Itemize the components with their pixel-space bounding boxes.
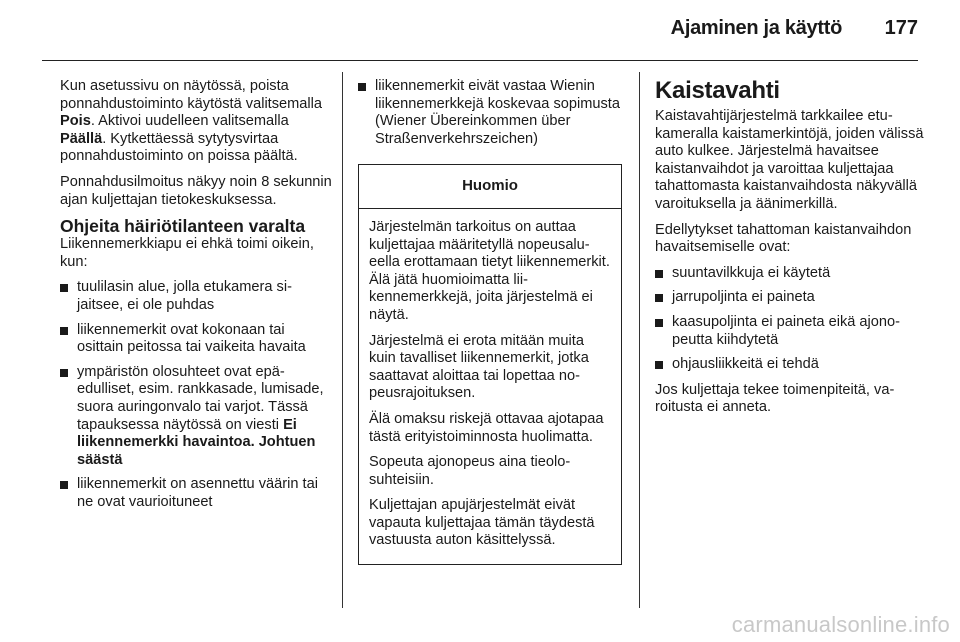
paragraph-no-warning: Jos kuljettaja tekee toimenpiteitä, varoitusta ei anneta.: [655, 381, 895, 416]
section-heading-troubleshooting: Ohjeita häiriötilanteen varalta: [60, 216, 306, 237]
column-3: [655, 78, 925, 425]
watermark: carmanualsonline.info: [731, 612, 950, 637]
text-run: Kun asetussivu on näytössä, poista ponnahdustoiminto käytöstä valitsemalla: [60, 78, 323, 112]
column-2: [358, 78, 624, 565]
text-run: . Kytkettäessä sytytysvirtaa ponnahdustoiminto on poissa päältä.: [60, 130, 298, 165]
notice-paragraph: Järjestelmän tarkoitus on auttaa kuljettajaa määritetyllä nopeusalueella erottamaan tietyt liikennemerkit. Älä jätä huomioimatta liikennemerkkejä, joita järjestelmä ei näytä.: [369, 218, 610, 323]
list-item: suuntavilkkuja ei käytetä: [655, 265, 925, 283]
column-divider-2: [639, 72, 640, 608]
paragraph-intro: Liikennemerkkiapu ei ehkä toimi oikein, kun:: [60, 236, 314, 270]
notice-paragraph: Sopeuta ajonopeus aina tieolosuhteisiin.: [369, 454, 571, 488]
page-number: 177: [884, 17, 918, 39]
notice-body: [359, 209, 621, 564]
header-title: Ajaminen ja käyttö: [670, 17, 842, 39]
list-item: liikennemerkit on asennettu väärin tai ne ovat vaurioituneet: [60, 476, 332, 511]
paragraph-popup-settings: [60, 78, 332, 166]
column-1: [60, 78, 332, 519]
notice-paragraph: Kuljettajan apujärjestelmät eivät vapauta kuljettajaa tämän täydestä vastuusta auton käsittelyssä.: [369, 497, 595, 549]
list-item: tuulilasin alue, jolla etukamera sijaitsee, ei ole puhdas: [60, 279, 332, 314]
text-run: ympäristön olosuhteet ovat epäedulliset, esim. rankkasade, lumisade, suora auringonvalo tai varjot. Tässä tapauksessa näytössä on viesti: [77, 363, 324, 433]
header-rule: [42, 60, 918, 61]
list-item: ohjausliikkeitä ei tehdä: [655, 356, 925, 374]
page-header: [0, 0, 960, 60]
list-item: jarrupoljinta ei paineta: [655, 289, 925, 307]
paragraph-description: Kaistavahtijärjestelmä tarkkailee etukameralla kaistamerkintöjä, joiden välissä auto kulkee. Järjestelmä havaitsee kaistanvaihdot ja varoittaa kuljettajaa tahattomasta kaistanvaihdosta näkyvällä varoituksella ja äänimerkillä.: [655, 108, 924, 212]
paragraph-conditions-intro: Edellytykset tahattoman kaistanvaihdon havaitsemiselle ovat:: [655, 221, 912, 256]
notice-box: [358, 164, 622, 565]
notice-paragraph: Järjestelmä ei erota mitään muita kuin tavalliset liikennemerkit, jotka saattavat aloittaa tai lopettaa nopeusrajoituksen.: [369, 332, 589, 402]
bullet-list-conditions: [655, 265, 925, 374]
bullet-list-conditions: [60, 279, 332, 511]
notice-paragraph: Älä omaksu riskejä ottavaa ajotapaa tästä erityistoiminnosta huolimatta.: [369, 410, 604, 445]
option-pois: Pois: [60, 113, 91, 130]
list-item: liikennemerkit ovat kokonaan tai osittain peitossa tai vaikeita havaita: [60, 322, 332, 357]
option-paalla: Päällä: [60, 130, 103, 147]
list-item: [60, 364, 332, 470]
message-text: Ei liikennemerkki havaintoa. Johtuen säästä: [77, 416, 316, 468]
bullet-list-continued: [358, 78, 624, 148]
list-item: liikennemerkit eivät vastaa Wienin liikennemerkkejä koskevaa sopimusta (Wiener Übereinkommen über Straßenverkehrszeichen): [358, 78, 624, 148]
section-heading-lane-assist: Kaistavahti: [655, 77, 780, 104]
paragraph-popup-duration: Ponnahdusilmoitus näkyy noin 8 sekunnin ajan kuljettajan tietokeskuksessa.: [60, 173, 332, 208]
list-item: kaasupoljinta ei paineta eikä ajonopeutta kiihdytetä: [655, 314, 925, 349]
column-divider-1: [342, 72, 343, 608]
text-run: . Aktivoi uudelleen valitsemalla: [90, 113, 289, 130]
notice-title: Huomio: [359, 165, 621, 209]
